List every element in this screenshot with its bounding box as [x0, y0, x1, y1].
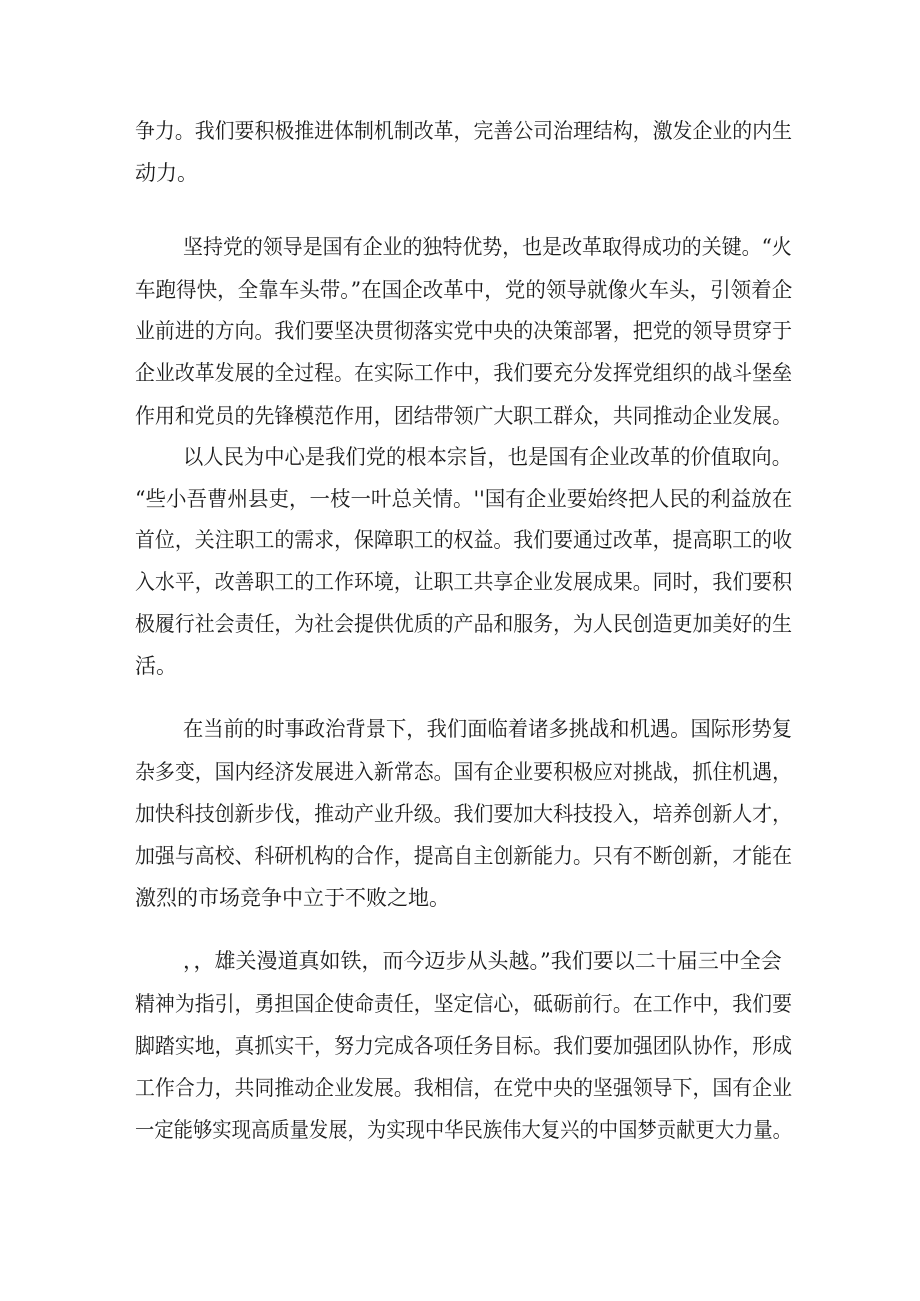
text-line: 杂多变，国内经济发展进入新常态。国有企业要积极应对挑战，抓住机遇， — [135, 760, 792, 784]
text-line: 作用和党员的先锋模范作用，团结带领广大职工群众，共同推动企业发展。 — [135, 404, 792, 428]
text-line: 以人民为中心是我们党的根本宗旨，也是国有企业改革的价值取向。 — [183, 445, 792, 469]
text-line: 业前进的方向。我们要坚决贯彻落实党中央的决策部署，把党的领导贯穿于 — [135, 319, 792, 343]
text-line: 动力。 — [135, 161, 198, 185]
text-line: 争力。我们要积极推进体制机制改革，完善公司治理结构，激发企业的内生 — [135, 119, 792, 143]
text-line: ，，雄关漫道真如铁，而今迈步从头越。”我们要以二十届三中全会 — [183, 949, 782, 973]
text-line: 加快科技创新步伐，推动产业升级。我们要加大科技投入，培养创新人才， — [135, 802, 792, 826]
text-line: 精神为指引，勇担国企使命责任，坚定信心，砥砺前行。在工作中，我们要 — [135, 992, 792, 1016]
text-line: 脚踏实地，真抓实干，努力完成各项任务目标。我们要加强团队协作，形成 — [135, 1034, 792, 1058]
text-line: 工作合力，共同推动企业发展。我相信，在党中央的坚强领导下，国有企业 — [135, 1076, 792, 1100]
text-line: 加强与高校、科研机构的合作，提高自主创新能力。只有不断创新，才能在 — [135, 844, 792, 868]
text-line: 车跑得快，全靠车头带。”在国企改革中，党的领导就像火车头，引领着企 — [135, 278, 793, 302]
text-line: 坚持党的领导是国有企业的独特优势，也是改革取得成功的关键。“火 — [183, 235, 792, 259]
text-line: 在当前的时事政治背景下，我们面临着诸多挑战和机遇。国际形势复 — [183, 717, 792, 741]
text-line: 一定能够实现高质量发展，为实现中华民族伟大复兴的中国梦贡献更大力量。 — [135, 1118, 792, 1142]
text-line: “些小吾曹州县吏，一枝一叶总关情。''国有企业要始终把人民的利益放在 — [135, 487, 793, 511]
text-line: 活。 — [135, 654, 177, 678]
text-line: 入水平，改善职工的工作环境，让职工共享企业发展成果。同时，我们要积 — [135, 570, 792, 594]
text-line: 极履行社会责任，为社会提供优质的产品和服务，为人民创造更加美好的生 — [135, 612, 792, 636]
text-line: 激烈的市场竞争中立于不败之地。 — [135, 886, 450, 910]
text-line: 首位，关注职工的需求，保障职工的权益。我们要通过改革，提高职工的收 — [135, 528, 792, 552]
text-line: 企业改革发展的全过程。在实际工作中，我们要充分发挥党组织的战斗堡垒 — [135, 361, 792, 385]
